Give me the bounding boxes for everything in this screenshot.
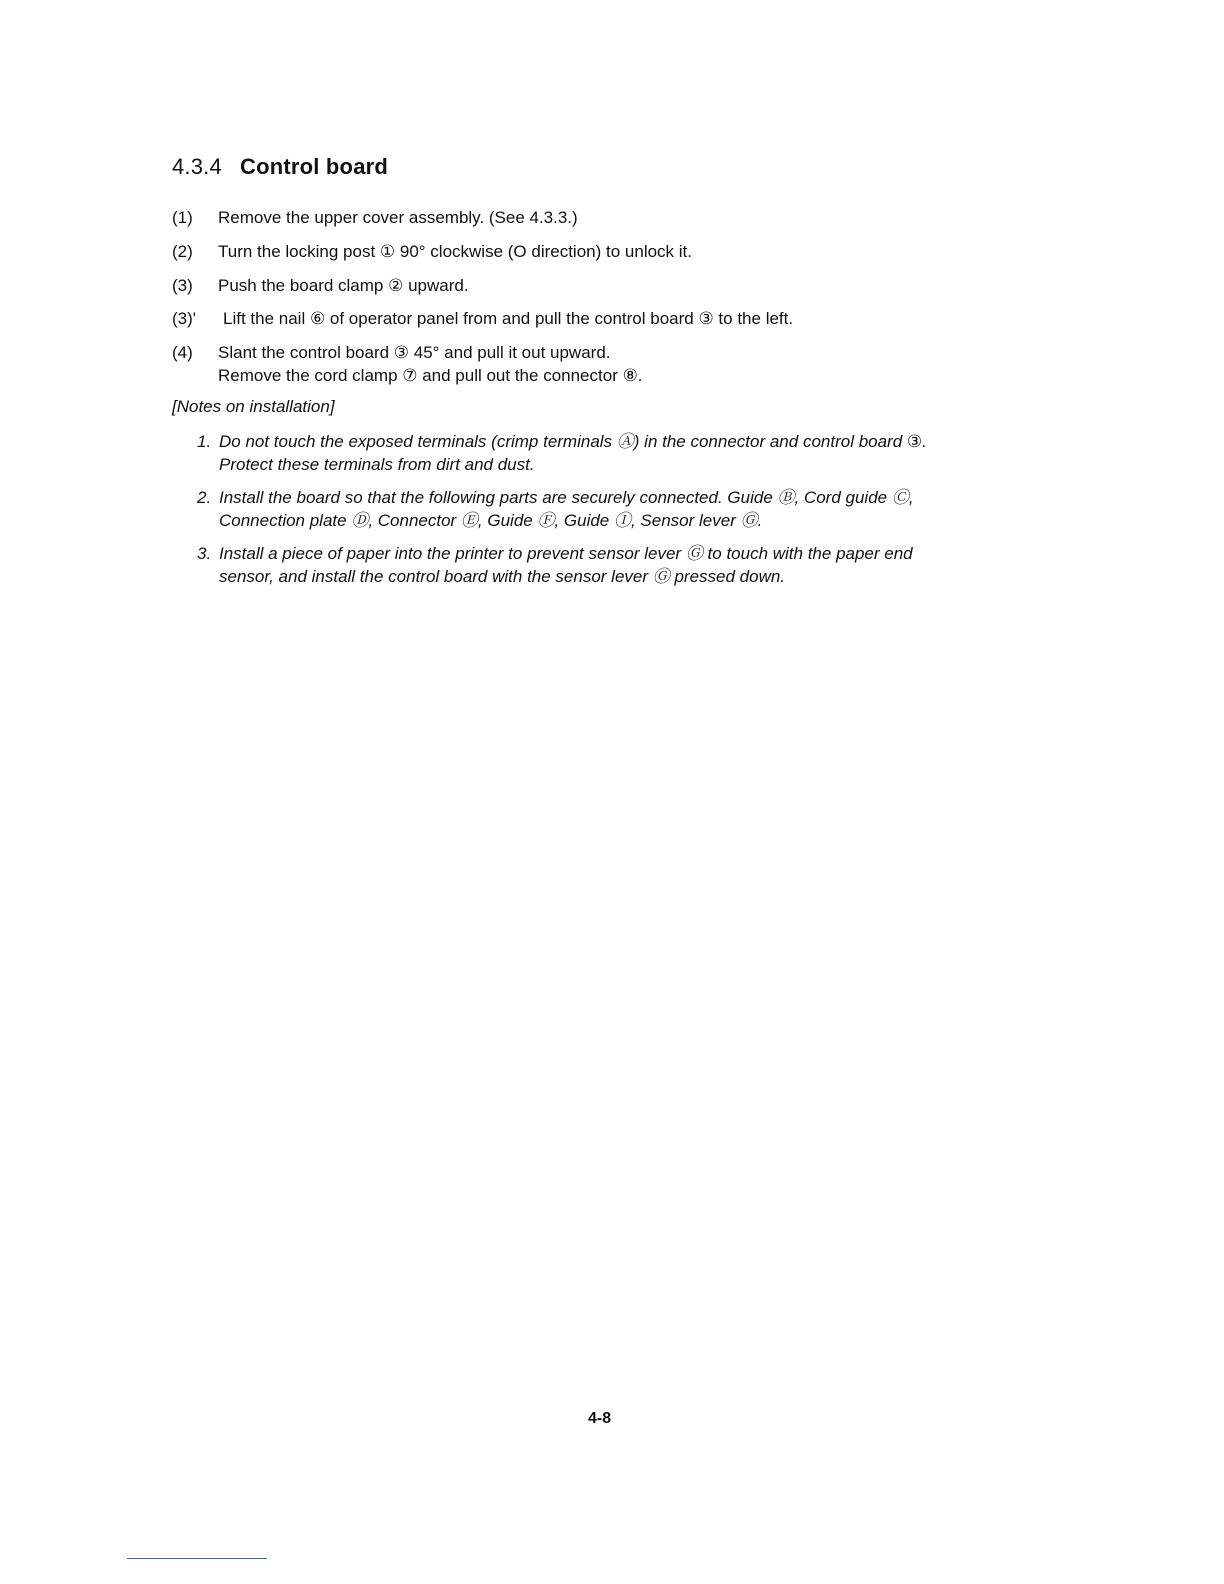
step-text-block: [218, 341, 643, 387]
step-marker: (2): [172, 242, 193, 261]
note-marker: 2.: [197, 488, 212, 507]
step-text: Push the board clamp ② upward.: [218, 276, 469, 295]
step-text: Turn the locking post ① 90° clockwise (O direction) to unlock it.: [218, 242, 692, 261]
section-number: 4.3.4: [172, 154, 222, 179]
note-text: Do not touch the exposed terminals (crimp terminals Ⓐ) in the connector and control board ③.: [219, 432, 927, 451]
notes-heading: [Notes on installation]: [172, 397, 335, 416]
step-marker: (3): [172, 276, 193, 295]
note-text-continued: Connection plate Ⓓ, Connector Ⓔ, Guide Ⓕ, Guide Ⓘ, Sensor lever Ⓖ.: [219, 511, 763, 530]
step-text: Remove the upper cover assembly. (See 4.3.3.): [218, 208, 578, 227]
page-number: 4-8: [588, 1410, 612, 1427]
note-text-continued: Protect these terminals from dirt and dust.: [219, 455, 535, 474]
note-marker: 3.: [197, 544, 212, 563]
note-text-continued: sensor, and install the control board with the sensor lever Ⓖ pressed down.: [219, 567, 786, 586]
note-text: Install the board so that the following parts are securely connected. Guide Ⓑ, Cord guide Ⓒ,: [219, 488, 914, 507]
note-text-block: [219, 430, 927, 476]
note-text-block: [219, 542, 913, 588]
step-text: Lift the nail ⑥ of operator panel from and pull the control board ③ to the left.: [223, 309, 794, 328]
step-marker: (3)': [172, 309, 197, 328]
note-marker: 1.: [197, 432, 212, 451]
note-text-block: [219, 486, 914, 532]
step-marker: (4): [172, 343, 193, 362]
step-marker: (1): [172, 208, 193, 227]
step-text-continued: Remove the cord clamp ⑦ and pull out the connector ⑧.: [218, 366, 643, 385]
step-text: Slant the control board ③ 45° and pull it out upward.: [218, 343, 611, 362]
note-text: Install a piece of paper into the printer to prevent sensor lever Ⓖ to touch with the paper end: [219, 544, 913, 563]
section-title: Control board: [240, 154, 389, 179]
section-heading: [172, 154, 388, 180]
footer-rule: [127, 1558, 267, 1559]
